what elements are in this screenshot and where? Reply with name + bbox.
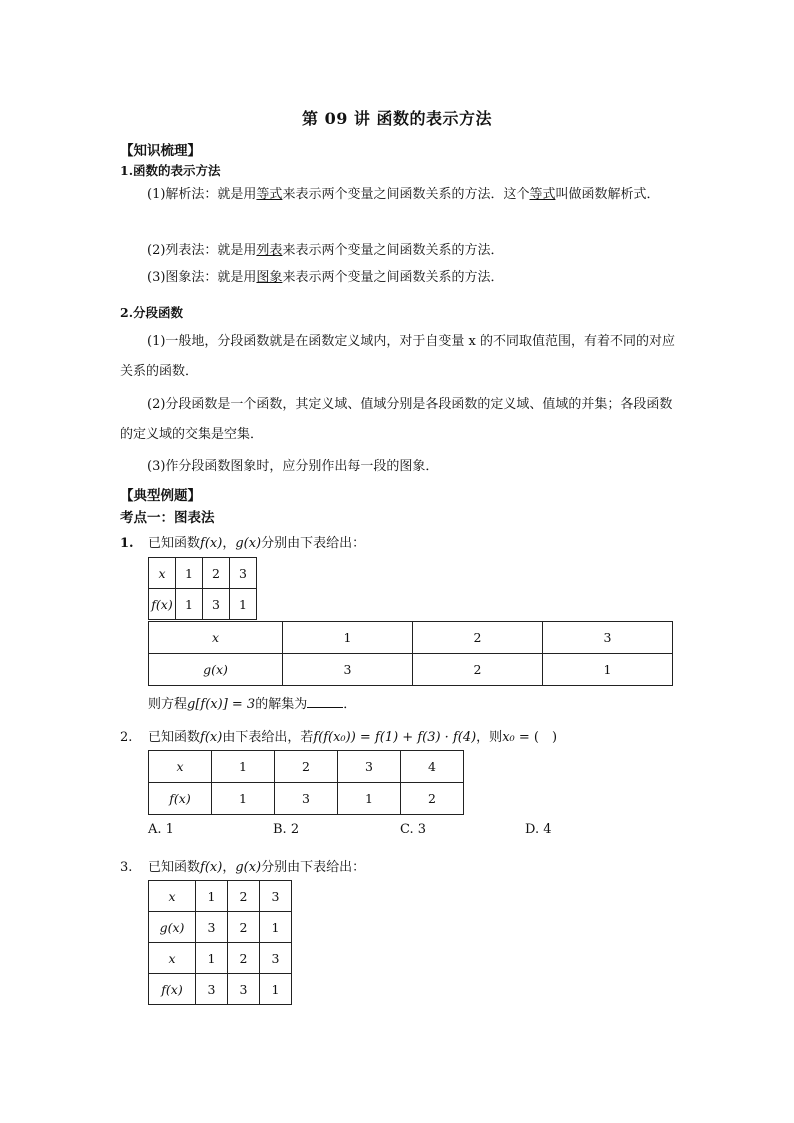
table-cell: 1 xyxy=(260,974,292,1005)
table-cell: 3 xyxy=(543,622,673,654)
table-cell: x xyxy=(149,881,196,912)
paragraph-list: (2)列表法：就是用列表来表示两个变量之间函数关系的方法． xyxy=(147,243,504,258)
table-cell: 1 xyxy=(176,558,203,589)
table-cell: 1 xyxy=(230,589,257,620)
table-cell: 3 xyxy=(338,751,401,783)
table-cell: x xyxy=(149,751,212,783)
table-cell: 1 xyxy=(212,751,275,783)
table-cell: x xyxy=(149,943,196,974)
table-g xyxy=(148,621,673,686)
question-2-stem: 2. 已知函数f(x)由下表给出，若f(f(x₀)) = f(1) + f(3) · f(4)，则x₀ = ( ) xyxy=(120,730,558,745)
table-cell: 3 xyxy=(275,783,338,815)
page-title: 第 09 讲 函数的表示方法 xyxy=(302,109,492,128)
question-1-ask: 则方程g[f(x)] = 3的解集为 ． xyxy=(148,697,357,712)
table-cell: 3 xyxy=(260,881,292,912)
question-3-stem: 3. 已知函数f(x)，g(x)分别由下表给出： xyxy=(120,860,366,875)
section-knowledge: 【知识梳理】 xyxy=(120,143,201,159)
table-cell: 2 xyxy=(275,751,338,783)
paragraph-analytic: (1)解析法：就是用等式来表示两个变量之间函数关系的方法．这个等式叫做函数解析式． xyxy=(147,187,660,202)
table-cell: 3 xyxy=(283,654,413,686)
option-a[interactable]: A. 1 xyxy=(148,822,174,837)
table-cell: 3 xyxy=(228,974,260,1005)
table-cell: 1 xyxy=(543,654,673,686)
table-cell: x xyxy=(149,558,176,589)
paragraph-piecewise-2: (2)分段函数是一个函数，其定义域、值域分别是各段函数的定义域、值域的并集；各段函数的定义域的交集是空集． xyxy=(120,397,673,442)
table-f xyxy=(148,557,257,620)
table-cell: 3 xyxy=(203,589,230,620)
table-cell: 2 xyxy=(228,881,260,912)
table-cell: 1 xyxy=(196,881,228,912)
table-cell: 3 xyxy=(196,912,228,943)
question-1-stem: 1. 已知函数f(x)，g(x)分别由下表给出： xyxy=(120,536,366,551)
table-cell: 4 xyxy=(401,751,464,783)
heading-representation: 1.函数的表示方法 xyxy=(120,163,221,178)
table-cell: 1 xyxy=(338,783,401,815)
table-q2 xyxy=(148,750,464,815)
table-cell: g(x) xyxy=(149,912,196,943)
table-cell: 1 xyxy=(176,589,203,620)
table-cell: 2 xyxy=(203,558,230,589)
topic-heading: 考点一：图表法 xyxy=(120,510,215,526)
table-cell: f(x) xyxy=(149,974,196,1005)
option-c[interactable]: C. 3 xyxy=(400,822,427,837)
table-cell: 1 xyxy=(212,783,275,815)
table-cell: 1 xyxy=(283,622,413,654)
table-cell: f(x) xyxy=(149,783,212,815)
table-cell: 3 xyxy=(230,558,257,589)
heading-piecewise: 2.分段函数 xyxy=(120,305,184,320)
table-cell: 2 xyxy=(413,622,543,654)
option-b[interactable]: B. 2 xyxy=(273,822,300,837)
table-cell: 2 xyxy=(228,912,260,943)
table-cell: g(x) xyxy=(149,654,283,686)
table-cell: 1 xyxy=(196,943,228,974)
table-cell: f(x) xyxy=(149,589,176,620)
paragraph-piecewise-1: (1)一般地，分段函数就是在函数定义域内，对于自变量 x 的不同取值范围，有着不同的对应关系的函数． xyxy=(120,334,676,379)
paragraph-graph: (3)图象法：就是用图象来表示两个变量之间函数关系的方法． xyxy=(147,270,504,285)
table-cell: x xyxy=(149,622,283,654)
paragraph-piecewise-3: (3)作分段函数图象时，应分别作出每一段的图象． xyxy=(147,459,439,474)
section-examples: 【典型例题】 xyxy=(120,488,201,504)
table-cell: 1 xyxy=(260,912,292,943)
option-d[interactable]: D. 4 xyxy=(525,822,552,837)
table-cell: 2 xyxy=(228,943,260,974)
table-cell: 3 xyxy=(260,943,292,974)
answer-blank[interactable] xyxy=(307,695,343,708)
table-q3 xyxy=(148,880,292,1005)
table-cell: 2 xyxy=(413,654,543,686)
table-cell: 2 xyxy=(401,783,464,815)
table-cell: 3 xyxy=(196,974,228,1005)
